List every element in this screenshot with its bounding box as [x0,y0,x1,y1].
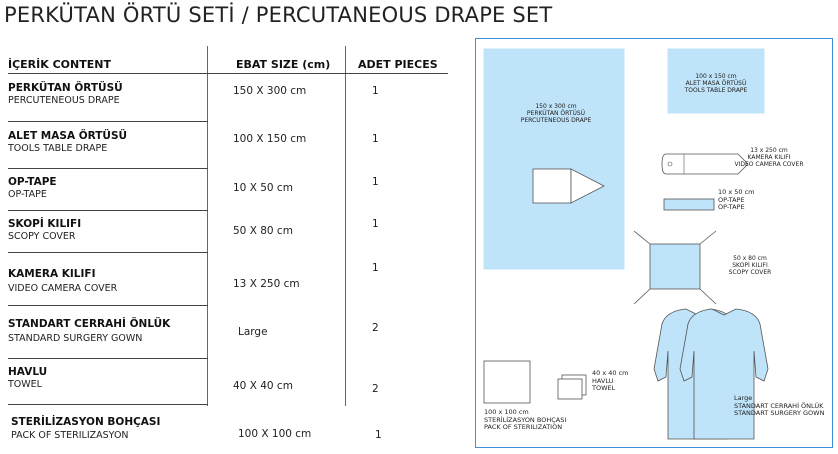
item-name-tr: STANDART CERRAHİ ÖNLÜK [8,318,171,330]
header-pieces: ADET PIECES [358,58,438,71]
item-size: 100 X 150 cm [233,133,307,145]
scopy-cover-label: 50 x 80 cm SKOPİ KILIFI SCOPY COVER [728,255,772,276]
item-name-en: TOWEL [8,379,42,390]
item-size: 13 X 250 cm [233,278,300,290]
row-rule [8,168,208,169]
item-name-tr: PERKÜTAN ÖRTÜSÜ [8,82,123,94]
item-name-tr: HAVLU [8,366,48,378]
row-rule [8,252,208,253]
item-pieces: 1 [372,133,379,145]
column-divider [207,46,208,406]
row-rule [8,404,208,405]
item-name-en: TOOLS TABLE DRAPE [8,143,108,154]
drape-label: 150 x 300 cm PERKÜTAN ÖRTÜSÜ PERCUTENEOUS DRAPE [520,103,592,124]
item-name-tr: SKOPİ KILIFI [8,218,82,230]
header-size: EBAT SIZE (cm) [236,58,331,71]
item-name-tr: OP-TAPE [8,176,57,188]
column-divider [345,46,346,406]
item-size: 40 X 40 cm [233,380,293,392]
table-drape-label: 100 x 150 cm ALET MASA ÖRTÜSÜ TOOLS TABLE DRAPE [684,73,748,94]
item-size: 50 X 80 cm [233,225,293,237]
drape-shape [484,49,624,269]
pack-shape [484,361,530,403]
item-size: 100 X 100 cm [238,428,312,440]
row-rule [8,305,208,306]
item-name-tr: KAMERA KILIFI [8,268,96,280]
item-name-en: PACK OF STERILIZASYON [11,430,129,441]
scopy-cover-tie [634,289,650,304]
towel-shape [558,379,582,399]
item-pieces: 1 [372,85,379,97]
item-name-tr: STERİLİZASYON BOHÇASI [11,416,161,428]
scopy-cover-tie [700,289,716,304]
item-pieces: 1 [372,262,379,274]
item-size: 150 X 300 cm [233,85,307,97]
item-pieces: 2 [372,322,379,334]
row-rule [8,358,208,359]
gown-label: Large STANDART CERRAHİ ÖNLÜK STANDART SURGERY GOWN [734,394,825,417]
pack-label: 100 x 100 cm STERİLİZASYON BOHÇASI PACK OF STERILIZATION [484,408,567,431]
optape-shape [664,199,714,210]
header-content: İÇERİK CONTENT [8,58,111,71]
item-pieces: 1 [372,218,379,230]
contents-diagram [475,38,833,448]
scopy-cover-tie [700,231,716,244]
drape-fold [533,169,571,203]
item-name-en: OP-TAPE [8,189,47,200]
contents-table [8,46,448,454]
item-name-en: VIDEO CAMERA COVER [8,283,118,294]
item-pieces: 2 [372,383,379,395]
page-title: PERKÜTAN ÖRTÜ SETİ / PERCUTANEOUS DRAPE SET [4,3,553,27]
item-pieces: 1 [372,176,379,188]
diagram-drawing [476,39,834,449]
item-size: 10 X 50 cm [233,182,293,194]
camera-cover-label: 13 x 250 cm KAMERA KILIFI VIDEO CAMERA COVER [734,147,804,168]
item-name-tr: ALET MASA ÖRTÜSÜ [8,130,128,142]
header-rule [8,73,448,74]
optape-label: 10 x 50 cm OP-TAPE OP-TAPE [718,188,755,211]
item-name-en: STANDARD SURGERY GOWN [8,333,143,344]
row-rule [8,121,208,122]
item-name-en: SCOPY COVER [8,231,76,242]
row-rule [8,210,208,211]
scopy-cover-shape [650,244,700,289]
scopy-cover-tie [634,231,650,244]
item-pieces: 1 [375,429,382,441]
item-size: Large [238,326,268,338]
item-name-en: PERCUTENEOUS DRAPE [8,95,120,106]
towel-label: 40 x 40 cm HAVLU TOWEL [592,369,629,392]
